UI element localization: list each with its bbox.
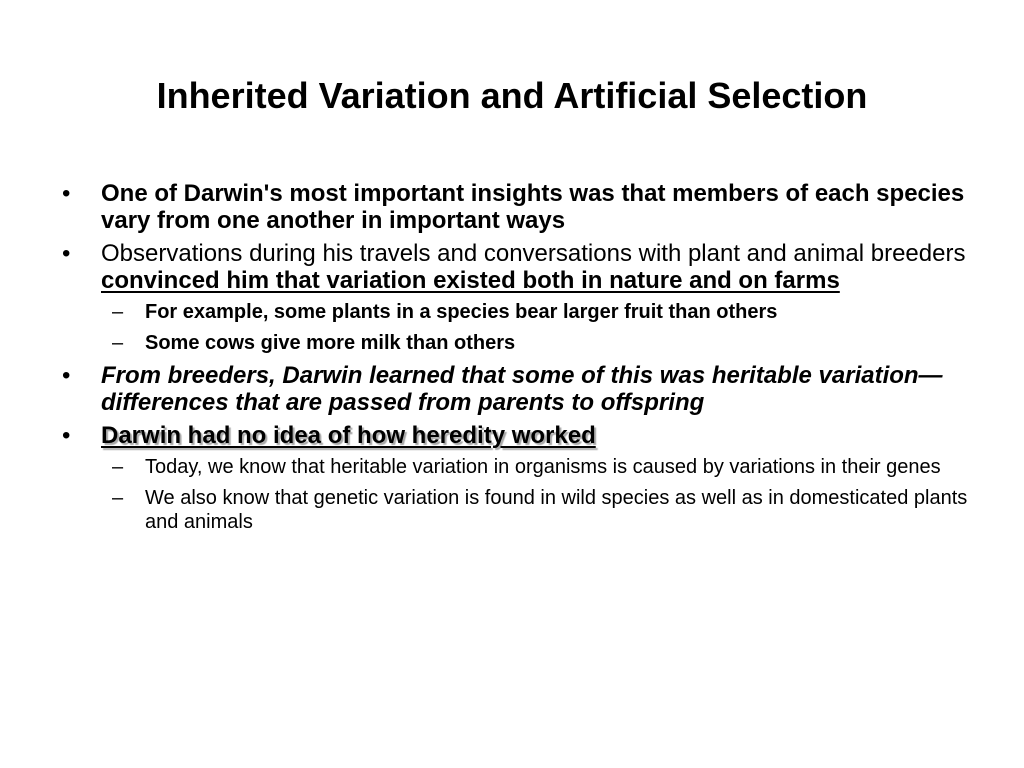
dash-marker: – [112, 301, 124, 323]
bullet-item [0, 240, 1024, 294]
bullet-emphasis-text: convinced him that variation existed both in nature and on farms [101, 267, 840, 294]
bullet-marker: • [62, 422, 71, 449]
sub-bullet-text: For example, some plants in a species bear larger fruit than others [145, 301, 778, 323]
dash-marker: – [112, 332, 124, 354]
bullet-item [0, 362, 1024, 416]
sub-bullet-text: Today, we know that heritable variation in organisms is caused by variations in their genes [145, 456, 941, 478]
dash-marker: – [112, 456, 124, 478]
bullet-list [0, 180, 1024, 541]
bullet-text: One of Darwin's most important insights was that members of each species vary from one another in important ways [101, 180, 965, 234]
bullet-text: From breeders, Darwin learned that some of this was heritable variation—differences that are passed from parents to offspring [101, 362, 943, 416]
sub-bullet-item [0, 486, 1024, 534]
bullet-item [0, 422, 1024, 449]
sub-bullet-text: We also know that genetic variation is found in wild species as well as in domesticated plants and animals [145, 487, 968, 533]
dash-marker: – [112, 487, 124, 509]
sub-bullet-text: Some cows give more milk than others [145, 332, 516, 354]
bullet-marker: • [62, 180, 71, 207]
sub-bullet-item [0, 331, 1024, 355]
bullet-marker: • [62, 240, 71, 267]
sub-bullet-item [0, 455, 1024, 479]
bullet-text: Darwin had no idea of how heredity worked [101, 422, 596, 449]
slide-title: Inherited Variation and Artificial Selection [156, 75, 868, 116]
sub-bullet-item [0, 300, 1024, 324]
bullet-marker: • [62, 362, 71, 389]
bullet-text: Observations during his travels and conversations with plant and animal breeders [101, 240, 966, 267]
bullet-item [0, 180, 1024, 234]
